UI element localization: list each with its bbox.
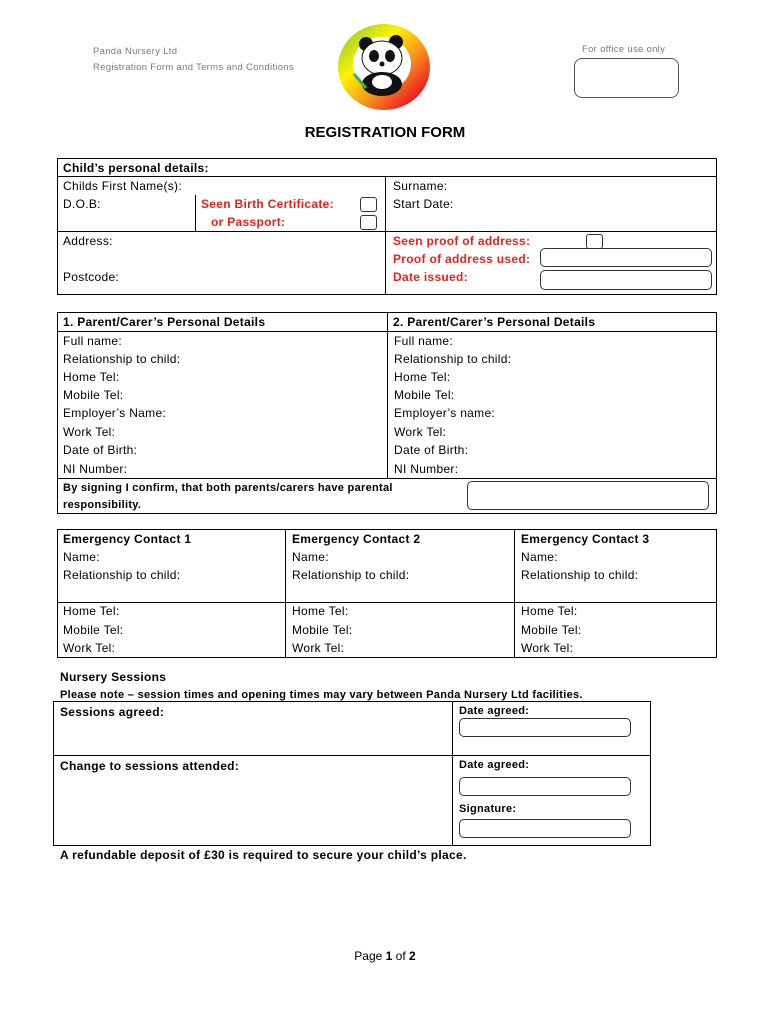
emergency3-heading: Emergency Contact 3 bbox=[521, 532, 650, 546]
emergency2-mobile: Mobile Tel: bbox=[292, 623, 353, 637]
first-name-label: Childs First Name(s): bbox=[63, 179, 182, 193]
org-name: Panda Nursery Ltd bbox=[93, 46, 178, 57]
parent1-field: Work Tel: bbox=[63, 425, 116, 439]
sessions-note: Please note – session times and opening times may vary between Panda Nursery Ltd facilities. bbox=[60, 689, 583, 701]
start-date-label: Start Date: bbox=[393, 197, 454, 211]
signature-label: Signature: bbox=[459, 803, 517, 815]
emergency3-name: Name: bbox=[521, 550, 558, 564]
surname-label: Surname: bbox=[393, 179, 448, 193]
parent2-field: Home Tel: bbox=[394, 370, 451, 384]
doc-name: Registration Form and Terms and Conditions bbox=[93, 62, 294, 73]
birth-certificate-checkbox[interactable] bbox=[360, 197, 377, 212]
emergency2-home: Home Tel: bbox=[292, 604, 349, 618]
parent2-heading: 2. Parent/Carer’s Personal Details bbox=[393, 315, 596, 329]
proof-used-label: Proof of address used: bbox=[393, 252, 531, 266]
change-sessions-label: Change to sessions attended: bbox=[60, 759, 240, 773]
passport-label: or Passport: bbox=[211, 215, 286, 229]
parent1-field: Relationship to child: bbox=[63, 352, 181, 366]
emergency1-work: Work Tel: bbox=[63, 641, 116, 655]
parent2-field: Date of Birth: bbox=[394, 443, 469, 457]
parent1-field: Full name: bbox=[63, 334, 123, 348]
emergency2-name: Name: bbox=[292, 550, 329, 564]
address-label: Address: bbox=[63, 234, 113, 248]
parent2-field: Relationship to child: bbox=[394, 352, 512, 366]
parent2-field: NI Number: bbox=[394, 462, 459, 476]
header-text bbox=[93, 44, 294, 76]
page-number: Page 1 of 2 bbox=[354, 949, 416, 963]
sessions-agreed-label: Sessions agreed: bbox=[60, 705, 165, 719]
birth-certificate-label: Seen Birth Certificate: bbox=[201, 197, 334, 211]
emergency3-relationship: Relationship to child: bbox=[521, 568, 639, 582]
signature-field[interactable] bbox=[459, 819, 631, 838]
emergency1-heading: Emergency Contact 1 bbox=[63, 532, 192, 546]
page-title: REGISTRATION FORM bbox=[304, 124, 466, 141]
date-issued-label: Date issued: bbox=[393, 270, 468, 284]
emergency3-mobile: Mobile Tel: bbox=[521, 623, 582, 637]
proof-seen-checkbox[interactable] bbox=[586, 234, 603, 249]
dob-label: D.O.B: bbox=[63, 197, 101, 211]
emergency1-name: Name: bbox=[63, 550, 100, 564]
child-table-bottom bbox=[57, 294, 717, 295]
proof-seen-label: Seen proof of address: bbox=[393, 234, 531, 248]
parent2-field: Full name: bbox=[394, 334, 454, 348]
panda-logo bbox=[336, 22, 432, 112]
date-agreed-field-2[interactable] bbox=[459, 777, 631, 796]
confirm-text-line1: By signing I confirm, that both parents/carers have parental bbox=[63, 482, 393, 494]
date-issued-field[interactable] bbox=[540, 270, 712, 290]
parent1-field: Home Tel: bbox=[63, 370, 120, 384]
office-use-box[interactable] bbox=[574, 58, 679, 98]
emergency3-home: Home Tel: bbox=[521, 604, 578, 618]
parent1-field: Employer’s Name: bbox=[63, 406, 167, 420]
deposit-note: A refundable deposit of £30 is required to secure your child’s place. bbox=[60, 848, 467, 862]
emergency3-work: Work Tel: bbox=[521, 641, 574, 655]
confirm-signature-field[interactable] bbox=[467, 481, 709, 510]
date-agreed-field-1[interactable] bbox=[459, 718, 631, 737]
parent1-field: Mobile Tel: bbox=[63, 388, 124, 402]
confirm-text-line2: responsibility. bbox=[63, 499, 142, 511]
emergency1-relationship: Relationship to child: bbox=[63, 568, 181, 582]
parent2-field: Mobile Tel: bbox=[394, 388, 455, 402]
parent1-heading: 1. Parent/Carer’s Personal Details bbox=[63, 315, 266, 329]
emergency2-work: Work Tel: bbox=[292, 641, 345, 655]
emergency2-heading: Emergency Contact 2 bbox=[292, 532, 421, 546]
parent1-field: NI Number: bbox=[63, 462, 128, 476]
emergency1-home: Home Tel: bbox=[63, 604, 120, 618]
date-agreed-label-2: Date agreed: bbox=[459, 759, 530, 771]
passport-checkbox[interactable] bbox=[360, 215, 377, 230]
child-heading: Child’s personal details: bbox=[63, 161, 209, 175]
parent2-field: Employer’s name: bbox=[394, 406, 496, 420]
proof-used-field[interactable] bbox=[540, 248, 712, 267]
parent2-field: Work Tel: bbox=[394, 425, 447, 439]
postcode-label: Postcode: bbox=[63, 270, 120, 284]
office-use-label: For office use only bbox=[582, 44, 666, 55]
date-agreed-label-1: Date agreed: bbox=[459, 705, 530, 717]
emergency1-mobile: Mobile Tel: bbox=[63, 623, 124, 637]
sessions-heading: Nursery Sessions bbox=[60, 670, 167, 684]
emergency2-relationship: Relationship to child: bbox=[292, 568, 410, 582]
parent1-field: Date of Birth: bbox=[63, 443, 138, 457]
